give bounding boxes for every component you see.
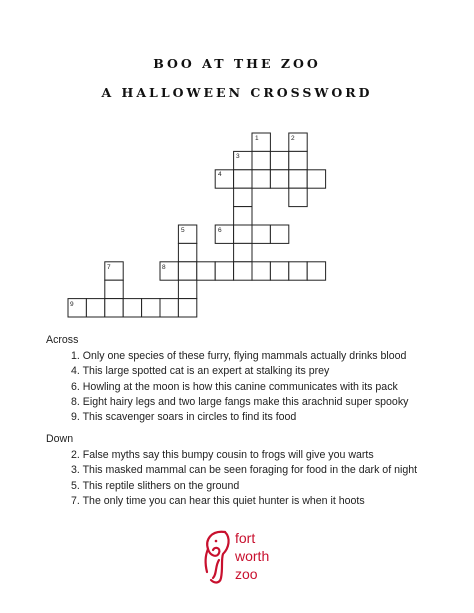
clue-across-4: 4. This large spotted cat is an expert at stalking its prey <box>71 365 330 378</box>
cell-number-4: 4 <box>218 171 222 178</box>
crossword-cell <box>234 262 252 280</box>
clue-down-7: 7. The only time you can hear this quiet hunter is when it hoots <box>71 494 365 507</box>
across-heading: Across <box>46 334 79 346</box>
crossword-cell <box>178 243 196 261</box>
logo-text-fort: fort <box>235 530 256 546</box>
clue-across-8: 8. Eight hairy legs and two large fangs make this arachnid super spooky <box>71 395 409 408</box>
crossword-cell <box>234 225 252 243</box>
down-clues <box>46 432 417 509</box>
crossword-cell <box>270 225 288 243</box>
cell-number-2: 2 <box>291 135 295 142</box>
crossword-cell <box>234 170 252 188</box>
crossword-cell <box>252 225 270 243</box>
crossword-cell <box>142 299 160 317</box>
crossword-cell <box>270 262 288 280</box>
crossword-cell <box>105 299 123 317</box>
crossword-cell <box>160 299 178 317</box>
crossword-cell <box>123 299 141 317</box>
cell-number-9: 9 <box>70 301 74 308</box>
crossword-cell <box>197 262 215 280</box>
crossword-subtitle: A HALLOWEEN CROSSWORD <box>101 85 373 100</box>
clue-across-1: 1. Only one species of these furry, flying mammals actually drinks blood <box>71 350 407 363</box>
clue-across-9: 9. This scavenger soars in circles to find its food <box>71 411 297 424</box>
crossword-cell <box>270 170 288 188</box>
logo-text-zoo: zoo <box>235 566 258 582</box>
crossword-cell <box>252 170 270 188</box>
crossword-cell <box>178 262 196 280</box>
crossword-cell <box>105 280 123 298</box>
crossword-cell <box>307 170 325 188</box>
crossword-cell <box>252 151 270 169</box>
clue-down-3: 3. This masked mammal can be seen foraging for food in the dark of night <box>71 464 418 477</box>
clue-down-2: 2. False myths say this bumpy cousin to frogs will give you warts <box>71 449 374 462</box>
cell-number-7: 7 <box>107 264 111 271</box>
crossword-cell <box>307 262 325 280</box>
fort-worth-zoo-logo <box>199 528 309 588</box>
crossword-cell <box>234 188 252 206</box>
crossword-title: BOO AT THE ZOO <box>153 56 321 71</box>
across-clues <box>46 333 408 425</box>
crossword-cell <box>289 170 307 188</box>
crossword-cell <box>178 299 196 317</box>
crossword-cell <box>234 243 252 261</box>
crossword-cell <box>270 151 288 169</box>
clue-across-6: 6. Howling at the moon is how this canine communicates with its pack <box>71 380 398 393</box>
crossword-cell <box>178 280 196 298</box>
cell-number-5: 5 <box>181 227 185 234</box>
cell-number-3: 3 <box>236 153 240 160</box>
logo-text-worth: worth <box>235 548 270 564</box>
crossword-cell <box>86 299 104 317</box>
crossword-cell <box>234 207 252 225</box>
crossword-cell <box>289 188 307 206</box>
clue-down-5: 5. This reptile slithers on the ground <box>71 479 240 492</box>
cell-number-8: 8 <box>162 264 166 271</box>
down-heading: Down <box>46 433 74 445</box>
crossword-cell <box>215 262 233 280</box>
cell-number-6: 6 <box>218 227 222 234</box>
crossword-cell <box>289 262 307 280</box>
crossword-cell <box>252 262 270 280</box>
elephant-icon <box>206 532 229 583</box>
crossword-cell <box>289 151 307 169</box>
cell-number-1: 1 <box>255 135 259 142</box>
